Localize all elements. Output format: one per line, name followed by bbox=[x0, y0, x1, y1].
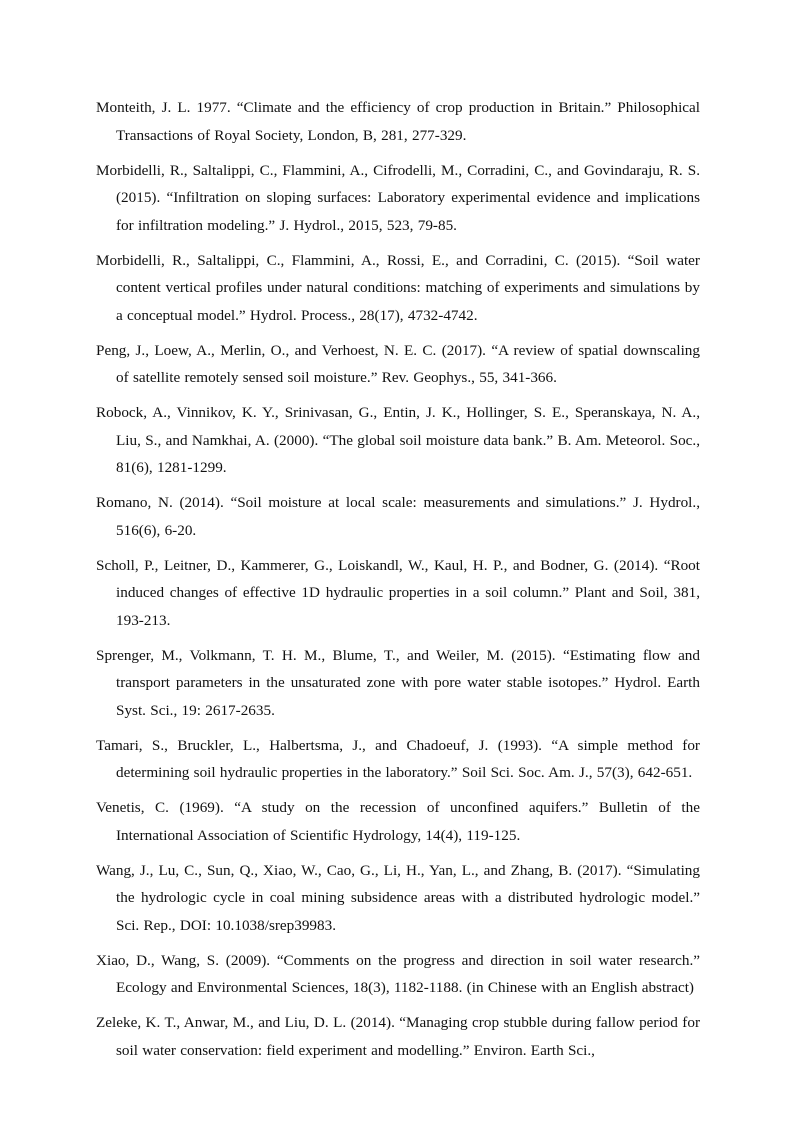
reference-robock-2000: Robock, A., Vinnikov, K. Y., Srinivasan, G., Entin, J. K., Hollinger, S. E., Speranskaya, N. A., Liu, S., and Namkhai, A. (2000). “The global soil moisture data bank.” B. Am. Meteorol. Soc., 81(6), 1281-1299. bbox=[96, 404, 700, 476]
reference-zeleke-2014: Zeleke, K. T., Anwar, M., and Liu, D. L. (2014). “Managing crop stubble during fallow period for soil water conservation: field experiment and modelling.” Environ. Earth Sci., bbox=[96, 1014, 700, 1059]
reference-xiao-2009: Xiao, D., Wang, S. (2009). “Comments on the progress and direction in soil water research.” Ecology and Environmental Sciences, 18(3), 1182-1188. (in Chinese with an English abstract) bbox=[96, 951, 700, 996]
reference-scholl-2014: Scholl, P., Leitner, D., Kammerer, G., Loiskandl, W., Kaul, H. P., and Bodner, G. (2014). “Root induced changes of effective 1D hydraulic properties in a soil column.” Plant and Soil, 381, 193-213. bbox=[96, 556, 700, 629]
reference-morbidelli-2015b: Morbidelli, R., Saltalippi, C., Flammini, A., Rossi, E., and Corradini, C. (2015). “Soil water content vertical profiles under natural conditions: matching of experiments and simulations by a conceptual model.” Hydrol. Process., 28(17), 4732-4742. bbox=[96, 251, 700, 324]
reference-romano-2014: Romano, N. (2014). “Soil moisture at local scale: measurements and simulations.” J. Hydrol., 516(6), 6-20. bbox=[96, 494, 700, 539]
reference-venetis-1969: Venetis, C. (1969). “A study on the recession of unconfined aquifers.” Bulletin of the International Association of Scientific Hydrology, 14(4), 119-125. bbox=[96, 799, 700, 844]
reference-list bbox=[96, 94, 700, 1072]
reference-wang-2017: Wang, J., Lu, C., Sun, Q., Xiao, W., Cao, G., Li, H., Yan, L., and Zhang, B. (2017). “Simulating the hydrologic cycle in coal mining subsidence areas with a distributed hydrologic model.” Sci. Rep., DOI: 10.1038/srep39983. bbox=[96, 861, 700, 934]
reference-tamari-1993: Tamari, S., Bruckler, L., Halbertsma, J., and Chadoeuf, J. (1993). “A simple method for determining soil hydraulic properties in the laboratory.” Soil Sci. Soc. Am. J., 57(3), 642-651. bbox=[96, 736, 700, 781]
reference-morbidelli-2015a: Morbidelli, R., Saltalippi, C., Flammini, A., Cifrodelli, M., Corradini, C., and Govindaraju, R. S. (2015). “Infiltration on sloping surfaces: Laboratory experimental evidence and implications for infiltration modeling.” J. Hydrol., 2015, 523, 79-85. bbox=[96, 161, 700, 234]
reference-sprenger-2015: Sprenger, M., Volkmann, T. H. M., Blume, T., and Weiler, M. (2015). “Estimating flow and transport parameters in the unsaturated zone with pore water stable isotopes.” Hydrol. Earth Syst. Sci., 19: 2617-2635. bbox=[96, 646, 700, 719]
reference-monteith-1977: Monteith, J. L. 1977. “Climate and the efficiency of crop production in Britain.” Philosophical Transactions of Royal Society, London, B, 281, 277-329. bbox=[96, 99, 700, 144]
reference-peng-2017: Peng, J., Loew, A., Merlin, O., and Verhoest, N. E. C. (2017). “A review of spatial downscaling of satellite remotely sensed soil moisture.” Rev. Geophys., 55, 341-366. bbox=[96, 341, 700, 386]
